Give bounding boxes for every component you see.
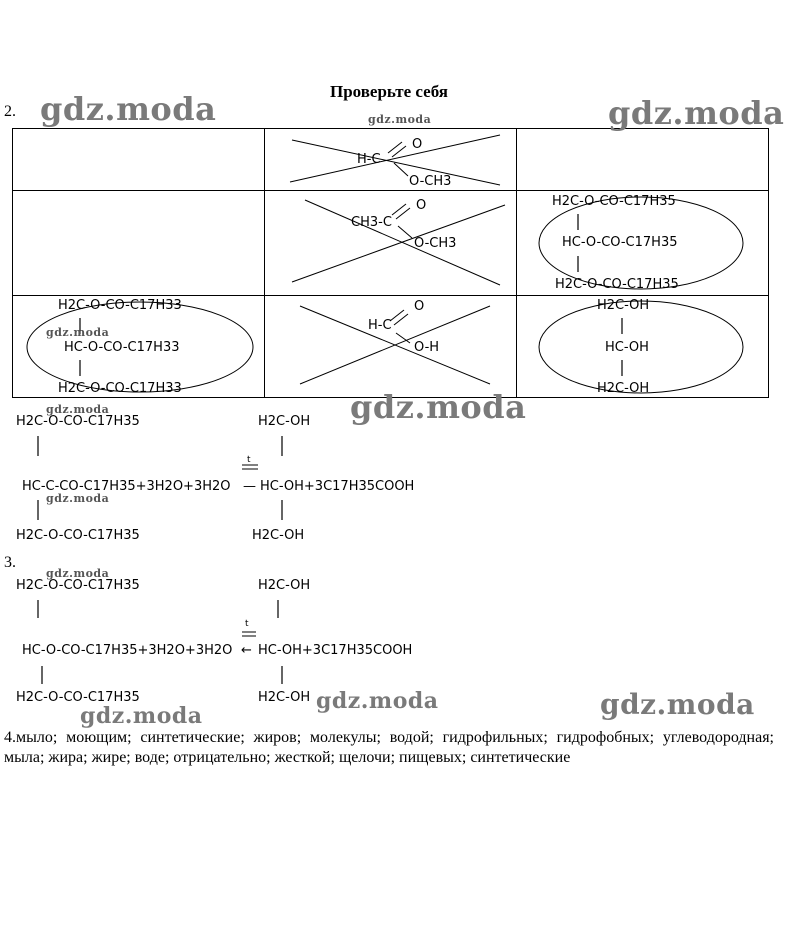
section-2-number: 2. <box>4 103 16 120</box>
reaction-line: H2C-OH <box>258 578 311 593</box>
formula-group: O-H <box>414 340 440 355</box>
formula-line: HC-OH <box>605 340 649 355</box>
reaction-line: HC-OH+3C17H35COOH <box>260 479 415 494</box>
watermark-logo: gdz.moda <box>40 90 217 128</box>
reaction-line: H2C-OH <box>252 528 305 543</box>
watermark-logo: gdz.moda <box>80 703 203 729</box>
formula-group: O-CH3 <box>409 174 452 189</box>
formula-atom: O <box>416 198 427 213</box>
watermark-logo: gdz.moda <box>46 492 110 505</box>
formula-atom: O <box>412 137 423 152</box>
answer-paragraph: 4.мыло; моющим; синтетические; жиров; молекулы; водой; гидрофильных; гидрофобных; углеводородная; мыла; жира; жире; воде; отрицательно; жесткой; щелочи; пищевых; синтетические <box>4 729 774 766</box>
reaction-condition: t <box>247 455 251 465</box>
reaction-line: HC-O-CO-C17H35+3H2O+3H2O <box>22 643 233 658</box>
reaction-arrow: — <box>243 479 256 494</box>
reaction-line: H2C-O-CO-C17H35 <box>16 690 140 705</box>
formula-group: H-C <box>357 152 381 167</box>
reaction-line: H2C-O-CO-C17H35 <box>16 578 140 593</box>
reaction-arrow: ← <box>241 643 252 658</box>
formula-group: CH3-C <box>351 215 392 230</box>
reaction-line: HC-OH+3C17H35COOH <box>258 643 413 658</box>
reaction-line: H2C-OH <box>258 414 311 429</box>
watermark-logo: gdz.moda <box>46 403 110 416</box>
reaction-condition: t <box>245 619 249 629</box>
reaction-line: H2C-OH <box>258 690 311 705</box>
bond-line <box>398 226 412 238</box>
reaction-line: H2C-O-CO-C17H35 <box>16 528 140 543</box>
cross-out-line <box>290 135 500 182</box>
formula-line: HC-O-CO-C17H33 <box>64 340 180 355</box>
watermark-logo: gdz.moda <box>600 688 755 721</box>
reaction-line: HC-C-CO-C17H35+3H2O+3H2O <box>22 479 231 494</box>
formula-line: H2C-O-CO-C17H35 <box>552 194 676 209</box>
formula-line: HC-O-CO-C17H35 <box>562 235 678 250</box>
watermark-logo: gdz.moda <box>46 326 110 339</box>
formula-line: H2C-O-CO-C17H33 <box>58 381 182 396</box>
watermark-logo: gdz.moda <box>368 113 432 126</box>
formula-line: H2C-OH <box>597 298 650 313</box>
formula-line: H2C-O-CO-C17H35 <box>555 277 679 292</box>
formula-group: H-C <box>368 318 392 333</box>
formula-atom: O <box>414 299 425 314</box>
watermark-logo: gdz.moda <box>316 688 439 714</box>
reaction-line: H2C-O-CO-C17H35 <box>16 414 140 429</box>
section-3-number: 3. <box>4 554 16 571</box>
watermark-logo: gdz.moda <box>46 567 110 580</box>
watermark-logo: gdz.moda <box>350 388 527 426</box>
watermark-logo: gdz.moda <box>608 94 785 132</box>
formula-group: O-CH3 <box>414 236 457 251</box>
page-title: Проверьте себя <box>330 82 448 101</box>
formula-line: H2C-O-CO-C17H33 <box>58 298 182 313</box>
formula-line: H2C-OH <box>597 381 650 396</box>
